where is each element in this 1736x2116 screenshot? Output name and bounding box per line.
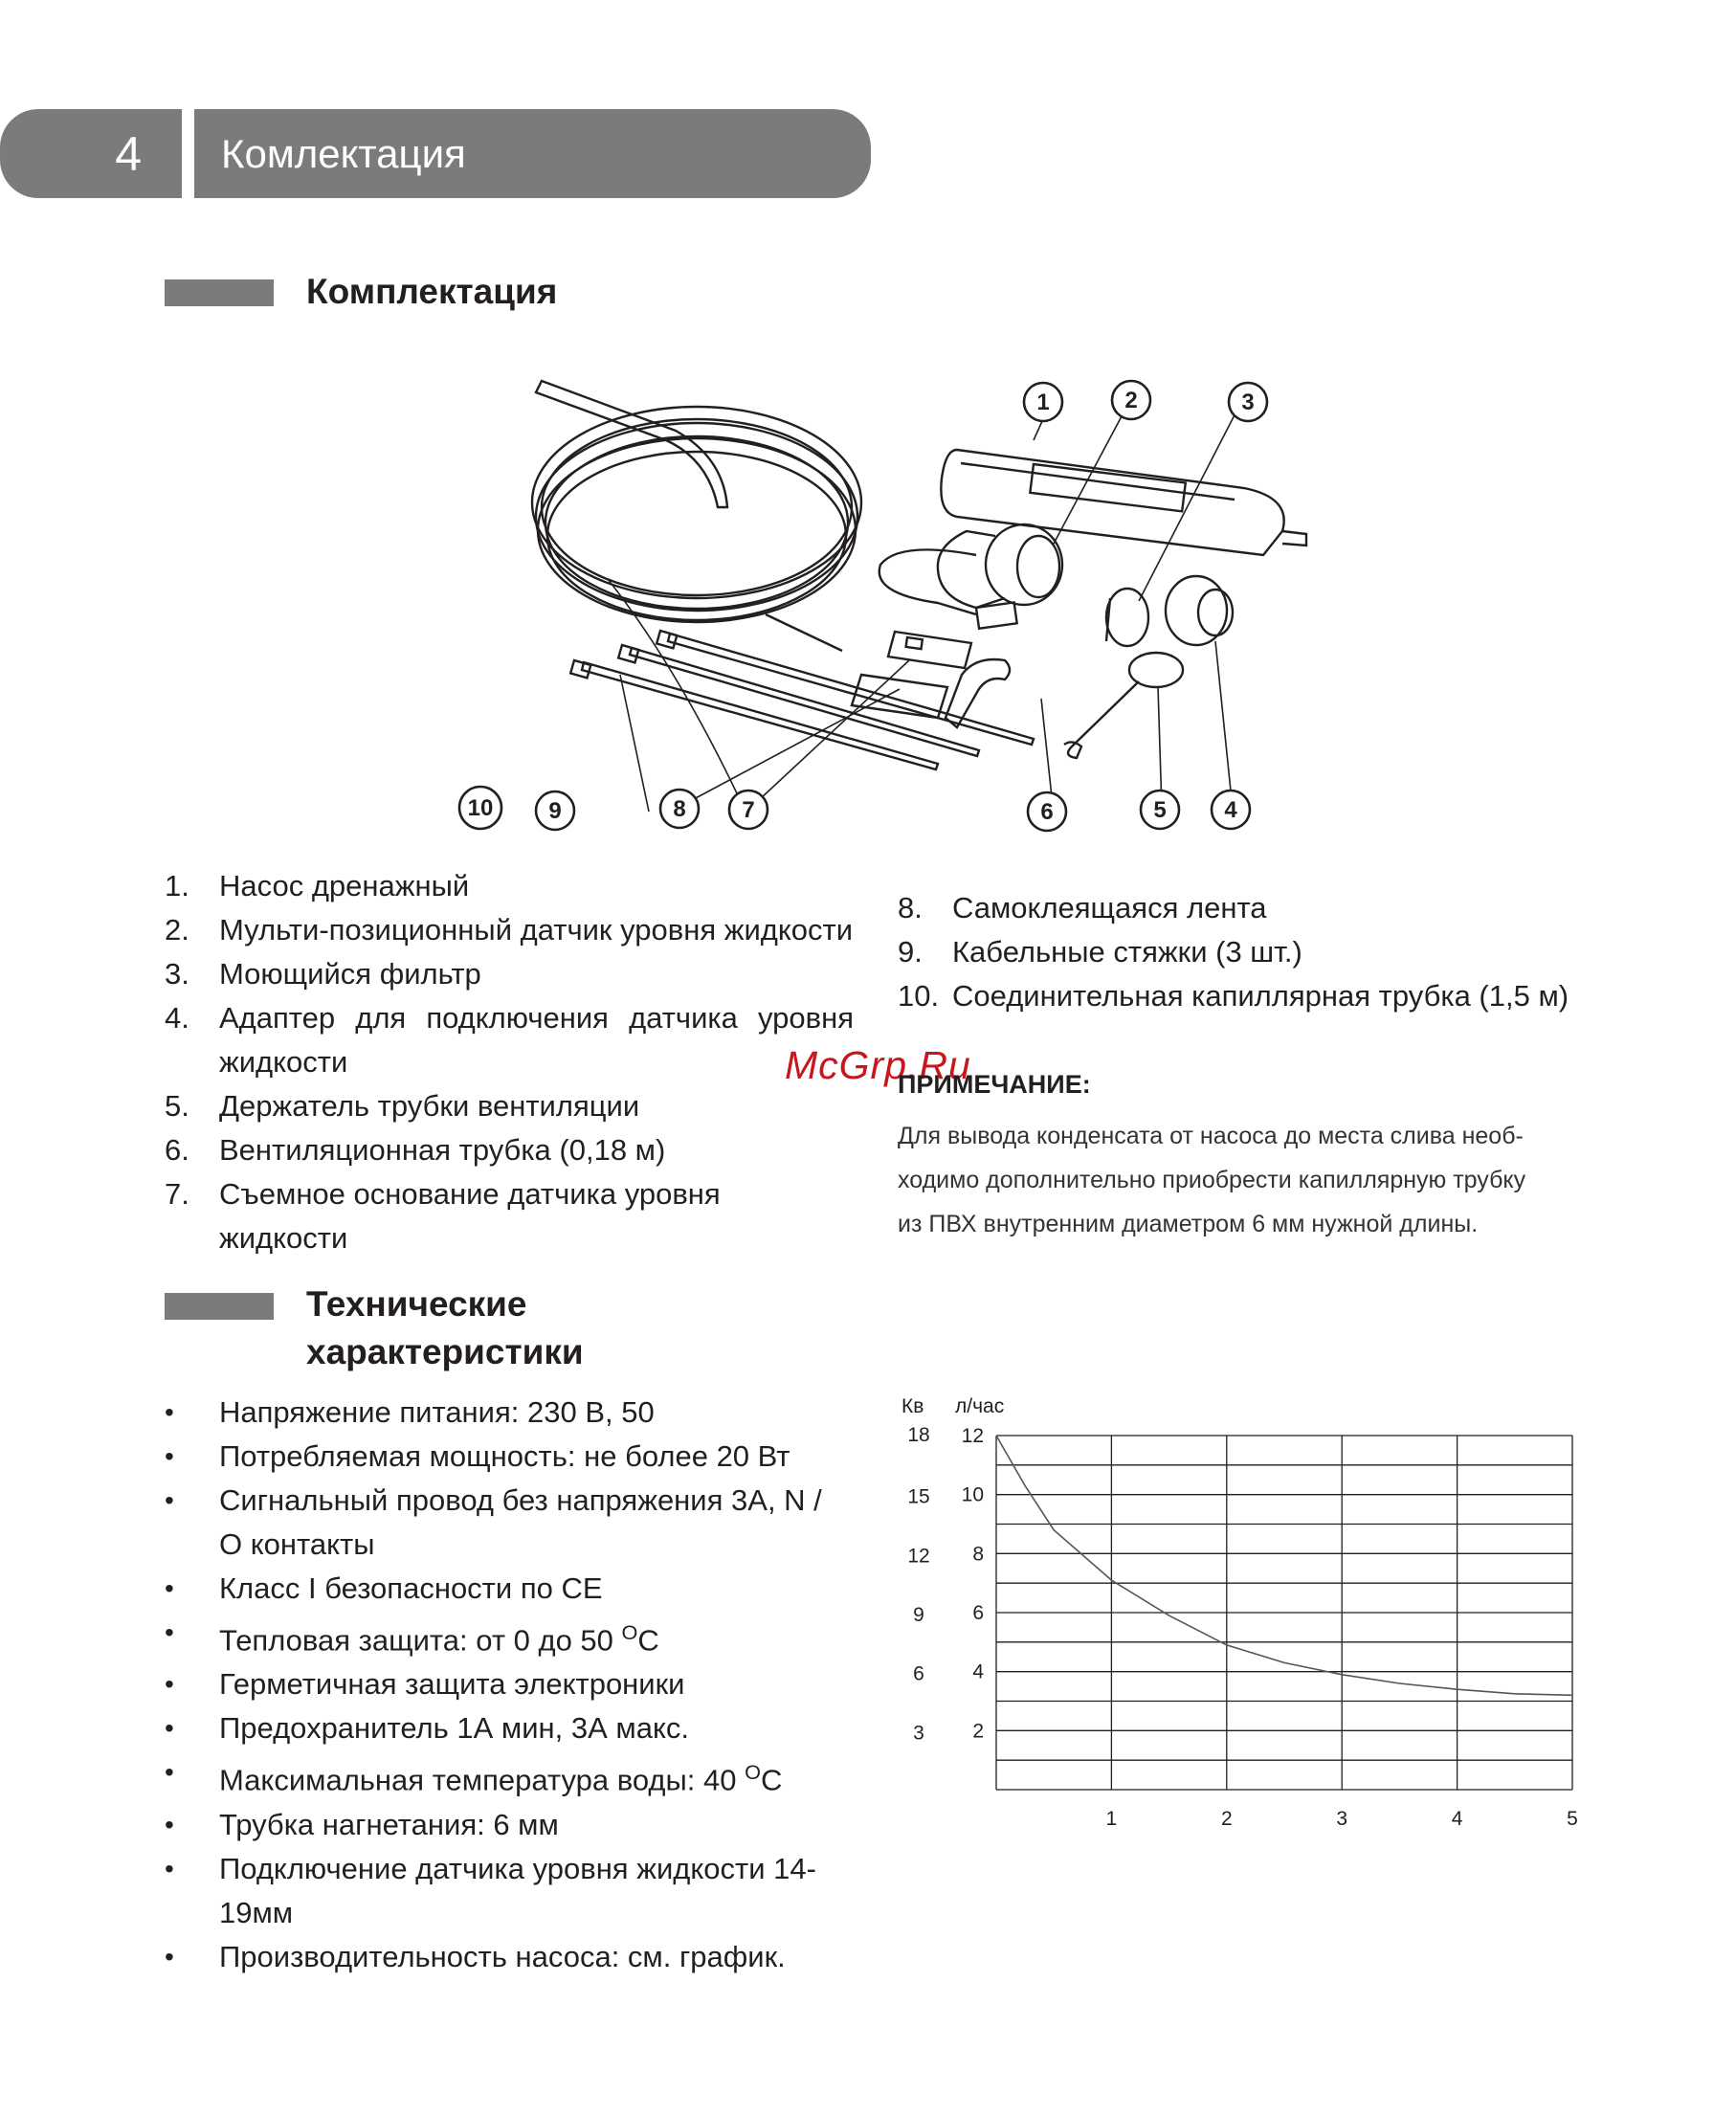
callout-2: 2 — [1124, 388, 1138, 413]
y-tick-label-kv: 9 — [913, 1604, 924, 1626]
chapter-title: Комлектация — [221, 130, 466, 176]
y-tick-label-flow: 10 — [961, 1483, 984, 1506]
note-text: Для вывода конденсата от насоса до места слива необ- ходимо дополнительно приобрести капиллярную трубку из ПВХ внутренним диаметром 6 мм нужной длины. — [898, 1123, 1526, 1237]
sensor-cable — [879, 549, 976, 614]
y-tick-label-kv: 15 — [907, 1485, 930, 1508]
specs-list — [165, 1391, 854, 1979]
callout-5: 5 — [1153, 797, 1167, 823]
list-item: 1. Насос дренажный — [165, 869, 470, 902]
callout-1: 1 — [1036, 390, 1050, 415]
list-item: 10. Соединительная капиллярная трубка (1,5 м) — [898, 979, 1569, 1013]
section-marker — [165, 1293, 274, 1320]
y-axis-label-kv: Кв — [901, 1395, 924, 1417]
list-item: 4. Адаптер для подключения датчика уровня жидкости — [165, 1001, 854, 1079]
callout-7: 7 — [742, 797, 755, 823]
watermark: McGrp.Ru — [785, 1043, 971, 1087]
list-item: • Тепловая защита: от 0 до 50 $^O$С — [165, 1617, 659, 1658]
list-item: 3. Моющийся фильтр — [165, 957, 481, 991]
list-item: • Потребляемая мощность: не более 20 Вт — [165, 1439, 790, 1473]
list-item: 5. Держатель трубки вентиляции — [165, 1089, 640, 1123]
y-tick-label-flow: 12 — [961, 1425, 984, 1447]
x-tick-label: 2 — [1220, 1808, 1233, 1828]
list-item: • Трубка нагнетания: 6 мм — [165, 1807, 559, 1841]
list-item: • Напряжение питания: 230 В, 50 — [165, 1395, 655, 1429]
chart-grid — [996, 1436, 1572, 1790]
y-tick-label-flow: 2 — [972, 1720, 984, 1743]
callout-10: 10 — [467, 795, 494, 821]
adhesive-tape — [852, 675, 947, 718]
y-tick-label-kv: 12 — [907, 1545, 930, 1568]
x-tick-label: 4 — [1451, 1808, 1463, 1828]
y-tick-label-flow: 8 — [972, 1543, 984, 1566]
kit-illustration — [440, 364, 1321, 842]
list-item: • Герметичная защита электроники — [165, 1667, 685, 1702]
list-item: 2. Мульти-позиционный датчик уровня жидкости — [165, 913, 854, 947]
list-item: 7. Съемное основание датчика уровня жидкости — [165, 1177, 721, 1255]
callout-4: 4 — [1224, 797, 1237, 823]
list-item: 6. Вентиляционная трубка (0,18 м) — [165, 1133, 666, 1167]
callout-3: 3 — [1241, 390, 1255, 415]
y-axis-label-flow: л/час — [955, 1395, 1005, 1417]
performance-curve — [996, 1436, 1572, 1695]
chapter-title-tab — [194, 109, 871, 198]
callout-9: 9 — [548, 798, 562, 824]
page-number: 4 — [115, 126, 142, 181]
list-item: • Подключение датчика уровня жидкости 14- 19мм — [165, 1851, 816, 1929]
washable-filter — [1106, 589, 1148, 646]
y-tick-label-kv: 3 — [913, 1722, 924, 1745]
sensor-base — [888, 632, 971, 668]
list-item: • Сигнальный провод без напряжения 3А, N / О контакты — [165, 1483, 822, 1561]
x-tick-label: 5 — [1567, 1808, 1578, 1828]
callout-8: 8 — [673, 796, 686, 822]
section-title-kit: Комплектация — [306, 272, 558, 311]
y-tick-label-kv: 18 — [907, 1424, 930, 1446]
list-item: 9. Кабельные стяжки (3 шт.) — [898, 935, 1302, 969]
y-tick-label-flow: 6 — [972, 1602, 984, 1624]
page-number-tab — [0, 109, 182, 198]
list-item: • Класс I безопасности по СЕ — [165, 1571, 603, 1605]
list-item: • Предохранитель 1А мин, 3А макс. — [165, 1711, 690, 1746]
callout-6: 6 — [1040, 799, 1054, 825]
list-item: • Производительность насоса: см. график. — [165, 1939, 786, 1973]
y-tick-label-flow: 4 — [972, 1660, 984, 1683]
x-tick-label: 3 — [1336, 1808, 1348, 1828]
performance-chart — [890, 1378, 1589, 1828]
section-marker — [165, 279, 274, 306]
list-item: • Максимальная температура воды: 40 $^O$С — [165, 1757, 783, 1797]
x-tick-label: 1 — [1105, 1808, 1118, 1828]
note-title: ПРИМЕЧАНИЕ: — [898, 1070, 1091, 1099]
list-item: 8. Самоклеящаяся лента — [898, 891, 1267, 924]
y-tick-label-kv: 6 — [913, 1662, 924, 1685]
parts-list-left — [165, 864, 854, 1260]
section-title-specs: Технические характеристики — [306, 1284, 584, 1371]
parts-list-right — [898, 886, 1606, 1018]
